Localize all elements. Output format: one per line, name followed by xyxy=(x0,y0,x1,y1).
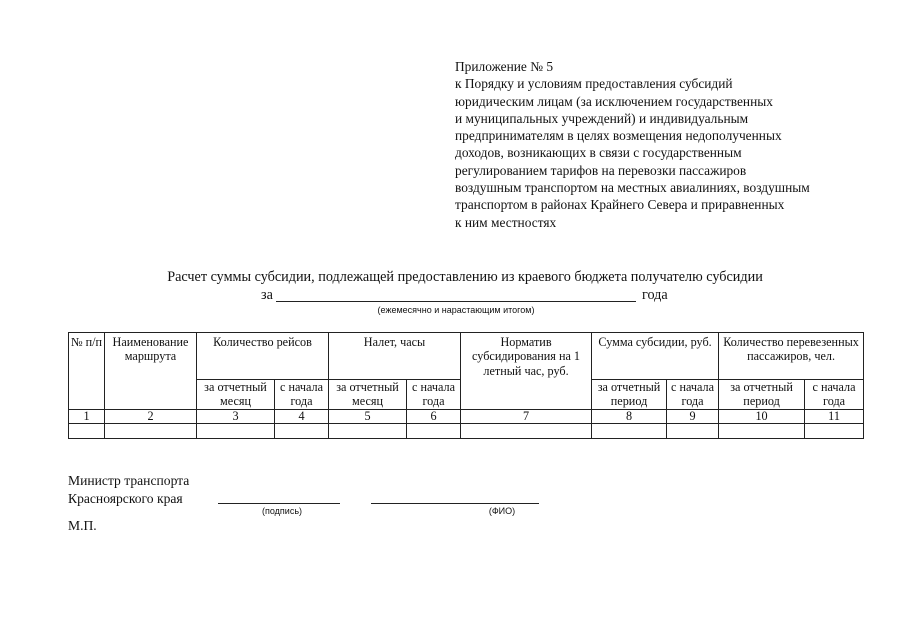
signatory-position-line2: Красноярского края xyxy=(68,490,183,506)
header-norm: Норматив субсидирования на 1 летный час, руб. xyxy=(461,333,592,410)
column-number: 2 xyxy=(105,410,197,424)
appendix-line: к Порядку и условиям предоставления субсидий xyxy=(455,76,733,92)
table-cell[interactable] xyxy=(407,424,461,439)
subheader-flights-month: за отчетный месяц xyxy=(197,380,275,410)
signature-hint: (подпись) xyxy=(261,506,303,516)
appendix-line: к ним местностях xyxy=(455,214,557,230)
subheader-hours-month: за отчетный месяц xyxy=(329,380,407,410)
column-number: 4 xyxy=(275,410,329,424)
subsidy-table xyxy=(68,332,864,439)
column-number: 11 xyxy=(805,410,864,424)
subheader-sum-period: за отчетный период xyxy=(592,380,667,410)
appendix-line: и муниципальных учреждений) и индивидуальным xyxy=(455,110,749,126)
subheader-pass-period: за отчетный период xyxy=(719,380,805,410)
appendix-block xyxy=(455,58,885,231)
appendix-line: регулированием тарифов на перевозки пассажиров xyxy=(455,162,747,178)
period-hint: (ежемесячно и нарастающим итогом) xyxy=(377,305,535,315)
name-line[interactable] xyxy=(371,503,539,504)
header-subsidy-sum: Сумма субсидии, руб. xyxy=(592,333,719,380)
subheader-pass-year: с начала года xyxy=(805,380,864,410)
header-num: № п/п xyxy=(69,333,105,410)
appendix-line: воздушным транспортом на местных авиалиниях, воздушным xyxy=(455,180,810,196)
column-number: 10 xyxy=(719,410,805,424)
table-cell[interactable] xyxy=(805,424,864,439)
header-passengers: Количество перевезенных пассажиров, чел. xyxy=(719,333,864,380)
column-number: 6 xyxy=(407,410,461,424)
table-cell[interactable] xyxy=(275,424,329,439)
header-route: Наименование маршрута xyxy=(105,333,197,410)
subheader-sum-year: с начала года xyxy=(667,380,719,410)
document-title: Расчет суммы субсидии, подлежащей предоставлению из краевого бюджета получателю субсидии xyxy=(167,269,763,285)
column-number: 9 xyxy=(667,410,719,424)
signature-line[interactable] xyxy=(218,503,340,504)
column-number-row xyxy=(69,410,864,424)
subheader-flights-year: с начала года xyxy=(275,380,329,410)
table-cell[interactable] xyxy=(592,424,667,439)
table-cell[interactable] xyxy=(461,424,592,439)
appendix-line: доходов, возникающих в связи с государственным xyxy=(455,145,742,161)
table-cell[interactable] xyxy=(667,424,719,439)
table-header-row xyxy=(69,333,864,380)
header-flights: Количество рейсов xyxy=(197,333,329,380)
period-prefix: за xyxy=(261,287,273,303)
table-cell[interactable] xyxy=(69,424,105,439)
table-row xyxy=(69,424,864,439)
table-cell[interactable] xyxy=(329,424,407,439)
appendix-line: транспортом в районах Крайнего Севера и приравненных xyxy=(455,197,785,213)
stamp-label: М.П. xyxy=(68,518,97,533)
period-row xyxy=(0,287,905,305)
name-hint: (ФИО) xyxy=(488,506,516,516)
signatory-position-line1: Министр транспорта xyxy=(68,473,190,488)
appendix-line: предпринимателям в целях возмещения недополученных xyxy=(455,128,782,144)
period-suffix: года xyxy=(642,287,668,303)
column-number: 8 xyxy=(592,410,667,424)
subheader-hours-year: с начала года xyxy=(407,380,461,410)
header-flight-hours: Налет, часы xyxy=(329,333,461,380)
column-number: 7 xyxy=(461,410,592,424)
appendix-line: юридическим лицам (за исключением государственных xyxy=(455,93,773,109)
appendix-title: Приложение № 5 xyxy=(455,59,554,74)
table-cell[interactable] xyxy=(105,424,197,439)
column-number: 1 xyxy=(69,410,105,424)
column-number: 3 xyxy=(197,410,275,424)
table-cell[interactable] xyxy=(719,424,805,439)
signatory-block xyxy=(68,472,189,507)
column-number: 5 xyxy=(329,410,407,424)
period-fill-line[interactable] xyxy=(276,301,636,302)
table-cell[interactable] xyxy=(197,424,275,439)
